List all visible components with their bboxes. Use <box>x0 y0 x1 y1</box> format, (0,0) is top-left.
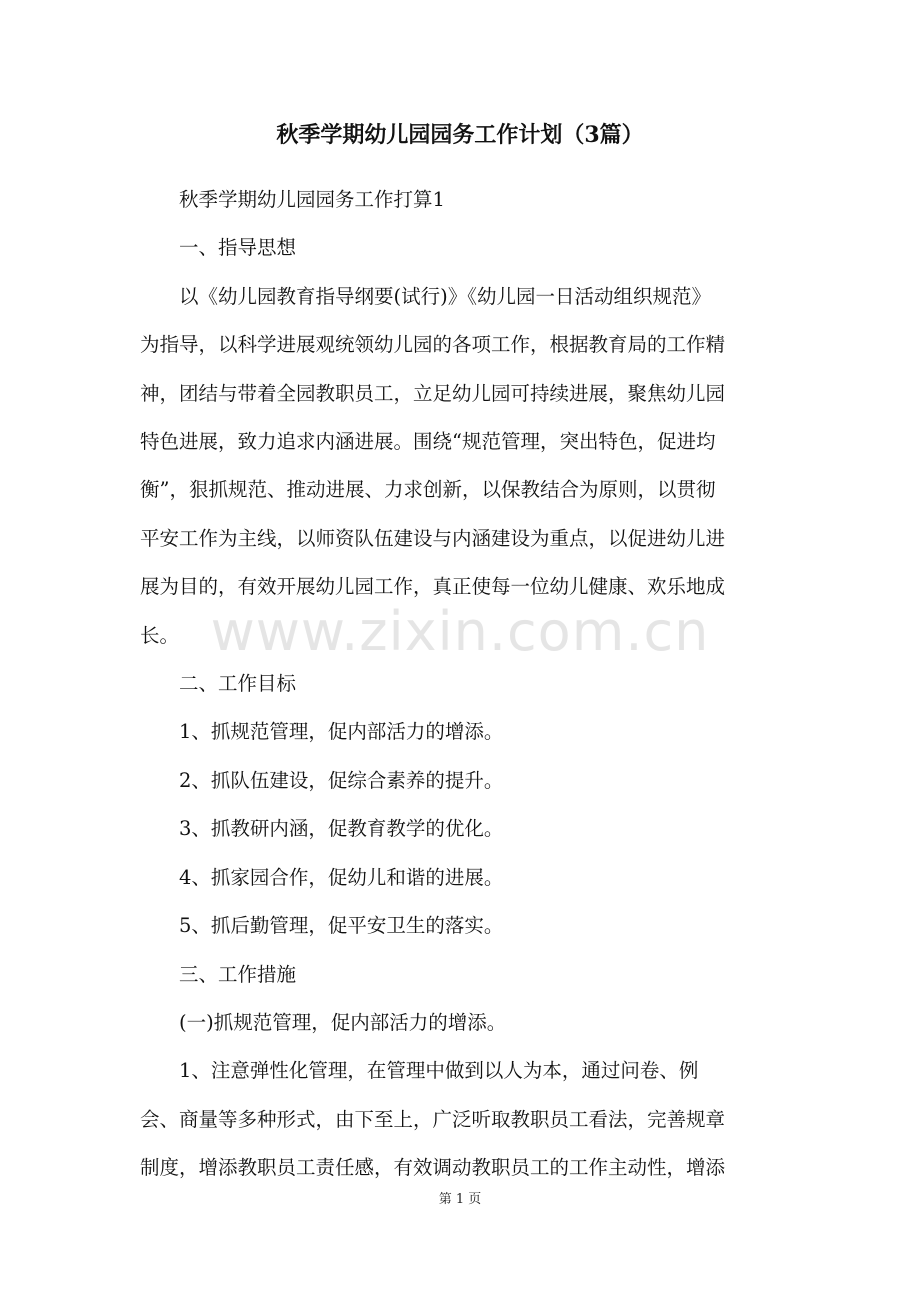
measure-item-paragraph <box>140 1047 790 1192</box>
paragraph-line: 展为目的，有效开展幼儿园工作，真正使每一位幼儿健康、欢乐地成 <box>140 575 726 599</box>
document-body <box>140 176 790 1193</box>
goal-item: 5、抓后勤管理，促平安卫生的落实。 <box>179 914 504 938</box>
paragraph-line: 神，团结与带着全园教职员工，立足幼儿园可持续进展，聚焦幼儿园 <box>140 381 726 405</box>
goal-item: 3、抓教研内涵，促教育教学的优化。 <box>179 817 504 841</box>
guiding-ideology-paragraph <box>140 273 790 660</box>
paragraph-line: 1、注意弹性化管理，在管理中做到以人为本，通过问卷、例 <box>179 1059 699 1083</box>
goal-item: 2、抓队伍建设，促综合素养的提升。 <box>179 768 504 792</box>
paragraph-line: 平安工作为主线，以师资队伍建设与内涵建设为重点，以促进幼儿进 <box>140 526 726 550</box>
paragraph-line: 长。 <box>140 623 180 647</box>
paragraph-line: 以《幼儿园教育指导纲要(试行)》《幼儿园一日活动组织规范》 <box>179 284 711 308</box>
measure-heading: (一)抓规范管理，促内部活力的增添。 <box>179 1010 507 1034</box>
goal-item: 4、抓家园合作，促幼儿和谐的进展。 <box>179 865 504 889</box>
section-heading-work-goals: 二、工作目标 <box>179 672 297 696</box>
paragraph-line: 会、商量等多种形式，由下至上，广泛听取教职员工看法，完善规章 <box>140 1107 726 1131</box>
paragraph-line: 为指导，以科学进展观统领幼儿园的各项工作，根据教育局的工作精 <box>140 333 726 357</box>
goal-item: 1、抓规范管理，促内部活力的增添。 <box>179 720 504 744</box>
document-subtitle: 秋季学期幼儿园园务工作打算1 <box>179 188 445 211</box>
document-title: 秋季学期幼儿园园务工作计划（3篇） <box>276 122 644 148</box>
paragraph-line: 特色进展，致力追求内涵进展。围绕“规范管理，突出特色，促进均 <box>140 430 716 454</box>
page-number: 第 1 页 <box>438 1192 482 1207</box>
section-heading-work-measures: 三、工作措施 <box>179 962 297 986</box>
paragraph-line: 衡”，狠抓规范、推动进展、力求创新，以保教结合为原则，以贯彻 <box>140 478 716 502</box>
section-heading-guiding-ideology: 一、指导思想 <box>179 236 297 260</box>
watermark: www.zixin.com.cn <box>210 600 710 663</box>
paragraph-line: 制度，增添教职员工责任感，有效调动教职员工的工作主动性，增添 <box>140 1156 726 1180</box>
